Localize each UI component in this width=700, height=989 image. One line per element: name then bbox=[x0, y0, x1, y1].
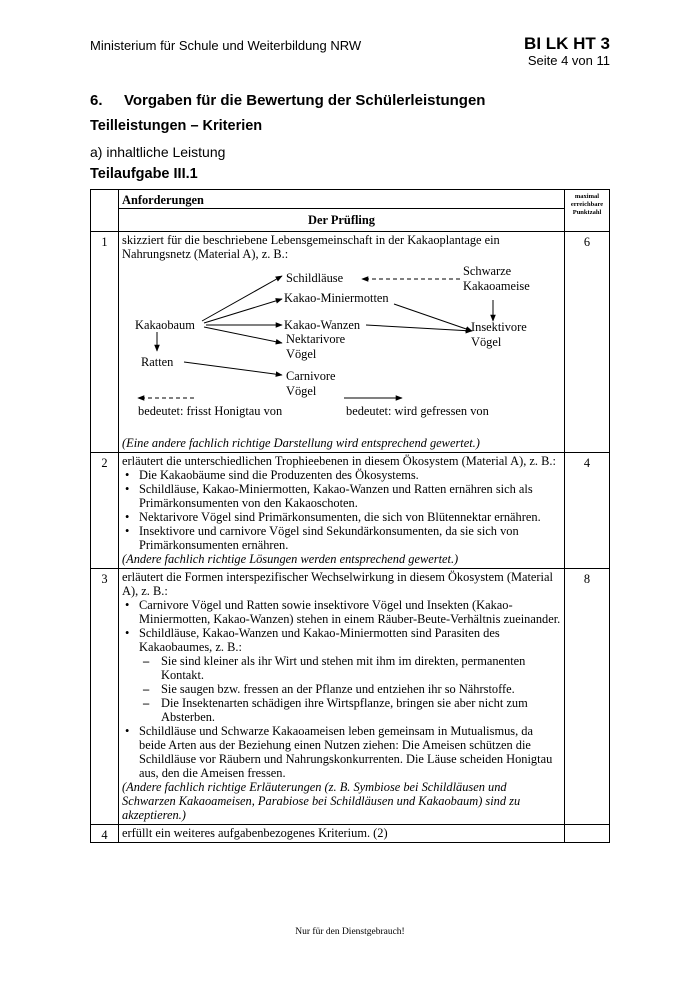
row-content bbox=[119, 825, 565, 843]
table-row bbox=[91, 825, 610, 843]
list-item: • Schildläuse, Kakao-Wanzen und Kakao-Miniermotten sind Parasiten des Kakaobaumes, z. B.: – Sie sind kleiner als ihr Wirt und stehen mit ihm im direkten, permanenten Kontakt. – Sie saugen bzw. fressen an der Pflanze und entziehen ihr so Nährstoffe. – Die Insektenarten schädigen ihre Wirtspflanze, bringen sie aber nicht zum Absterben. bbox=[122, 626, 561, 724]
list-item: • Insektivore und carnivore Vögel sind Sekundärkonsumenten, da sie sich von Primärkonsumenten ernähren. bbox=[122, 524, 561, 552]
node-nektarivore-line1: Nektarivore bbox=[286, 332, 346, 346]
row-content bbox=[119, 569, 565, 825]
header-code: BI LK HT 3 bbox=[524, 34, 610, 53]
sub-list-item: – Die Insektenarten schädigen ihre Wirtspflanze, bringen sie aber nicht zum Absterben. bbox=[139, 696, 561, 724]
sub-list-item: – Sie sind kleiner als ihr Wirt und stehen mit ihm im direkten, permanenten Kontakt. bbox=[139, 654, 561, 682]
node-schildlaeuse: Schildläuse bbox=[286, 271, 344, 285]
subsection-title: Teilleistungen – Kriterien bbox=[90, 118, 263, 134]
node-ameise-line2: Kakaoameise bbox=[463, 279, 530, 293]
row-intro: erfüllt ein weiteres aufgabenbezogenes Kriterium. (2) bbox=[122, 826, 388, 840]
row-number: 4 bbox=[91, 825, 119, 843]
list-item: • Schildläuse, Kakao-Miniermotten, Kakao-Wanzen und Ratten ernähren sich als Primärkonsumenten von den Kakaoschoten. bbox=[122, 482, 561, 510]
section-number: 6. bbox=[90, 92, 103, 109]
section-title: Vorgaben für die Bewertung der Schülerleistungen bbox=[124, 92, 486, 109]
row-note: (Andere fachlich richtige Lösungen werden entsprechend gewertet.) bbox=[122, 552, 459, 566]
row-points: 6 bbox=[565, 232, 610, 453]
list-item: • Schildläuse und Schwarze Kakaoameisen leben gemeinsam in Mutualismus, da beide Arten aus der Beziehung einen Nutzen ziehen: Die Ameisen schützen die Schildläuse vor Räubern und Nahrungskonkurrenten. Die Läuse scheiden Honigtau aus, den die Ameisen fressen. bbox=[122, 724, 561, 780]
node-ratten: Ratten bbox=[141, 355, 174, 369]
row-number: 3 bbox=[91, 569, 119, 825]
node-kakaobaum: Kakaobaum bbox=[135, 318, 195, 332]
header-page-number: Seite 4 von 11 bbox=[527, 53, 610, 68]
row-note: (Andere fachlich richtige Erläuterungen (z. B. Symbiose bei Schildläusen und Schwarzen Kakaoameisen, Parabiose bei Schildläusen und Kakaobaum) sind zu akzeptieren.) bbox=[122, 780, 521, 822]
row-points bbox=[565, 825, 610, 843]
row-intro: erläutert die unterschiedlichen Trophieebenen in diesem Ökosystem (Material A), z. B.: bbox=[122, 454, 556, 468]
column-subheader-candidate: Der Prüfling bbox=[119, 208, 564, 231]
row-intro: erläutert die Formen interspezifischer Wechselwirkung in diesem Ökosystem (Material A), z. B.: bbox=[122, 570, 553, 598]
table-row bbox=[91, 232, 610, 453]
node-insektivore-line1: Insektivore bbox=[471, 320, 527, 334]
arrow-ratten-carnivore bbox=[184, 362, 282, 375]
row-content bbox=[119, 453, 565, 569]
arrow-kakaobaum-schildlaeuse bbox=[202, 276, 282, 321]
subsection-part: a) inhaltliche Leistung bbox=[90, 144, 226, 160]
list-item: • Nektarivore Vögel sind Primärkonsumenten, die sich von Blütennektar ernähren. bbox=[122, 510, 561, 524]
node-insektivore-line2: Vögel bbox=[471, 335, 502, 349]
header-ministry: Ministerium für Schule und Weiterbildung NRW bbox=[90, 38, 362, 53]
arrow-kakaobaum-miniermotten bbox=[204, 299, 282, 323]
node-wanzen: Kakao-Wanzen bbox=[284, 318, 361, 332]
node-carnivore-line1: Carnivore bbox=[286, 369, 336, 383]
food-web-diagram bbox=[122, 261, 561, 430]
node-carnivore-line2: Vögel bbox=[286, 384, 317, 398]
row-points: 8 bbox=[565, 569, 610, 825]
row-content bbox=[119, 232, 565, 453]
row-number: 2 bbox=[91, 453, 119, 569]
node-miniermotten: Kakao-Miniermotten bbox=[284, 291, 389, 305]
table-row bbox=[91, 569, 610, 825]
footer-notice: Nur für den Dienstgebrauch! bbox=[295, 927, 405, 937]
column-header-requirements: Anforderungen bbox=[122, 193, 204, 207]
criteria-table bbox=[90, 189, 610, 843]
table-header-row bbox=[91, 190, 610, 232]
node-nektarivore-line2: Vögel bbox=[286, 347, 317, 361]
column-header-points: maximal erreichbare Punktzahl bbox=[570, 193, 604, 216]
arrow-kakaobaum-nektarivore bbox=[204, 327, 282, 343]
node-ameise-line1: Schwarze bbox=[463, 264, 512, 278]
list-item: • Carnivore Vögel und Ratten sowie insektivore Vögel und Insekten (Kakao-Miniermotten, Kakao-Wanzen) stehen in einem Räuber-Beute-Verhältnis zueinander. bbox=[122, 598, 561, 626]
header-empty-cell bbox=[91, 190, 119, 232]
list-item: • Die Kakaobäume sind die Produzenten des Ökosystems. bbox=[122, 468, 561, 482]
legend-dashed-label: bedeutet: frisst Honigtau von bbox=[138, 404, 283, 418]
task-title: Teilaufgabe III.1 bbox=[90, 166, 198, 182]
legend-solid-label: bedeutet: wird gefressen von bbox=[346, 404, 489, 418]
sub-list-item: – Sie saugen bzw. fressen an der Pflanze und entziehen ihr so Nährstoffe. bbox=[139, 682, 561, 696]
table-row bbox=[91, 453, 610, 569]
row-note: (Eine andere fachlich richtige Darstellung wird entsprechend gewertet.) bbox=[122, 436, 480, 450]
row-intro: skizziert für die beschriebene Lebensgemeinschaft in der Kakaoplantage ein Nahrungsnetz (Material A), z. B.: bbox=[122, 233, 500, 261]
row-number: 1 bbox=[91, 232, 119, 453]
row-points: 4 bbox=[565, 453, 610, 569]
